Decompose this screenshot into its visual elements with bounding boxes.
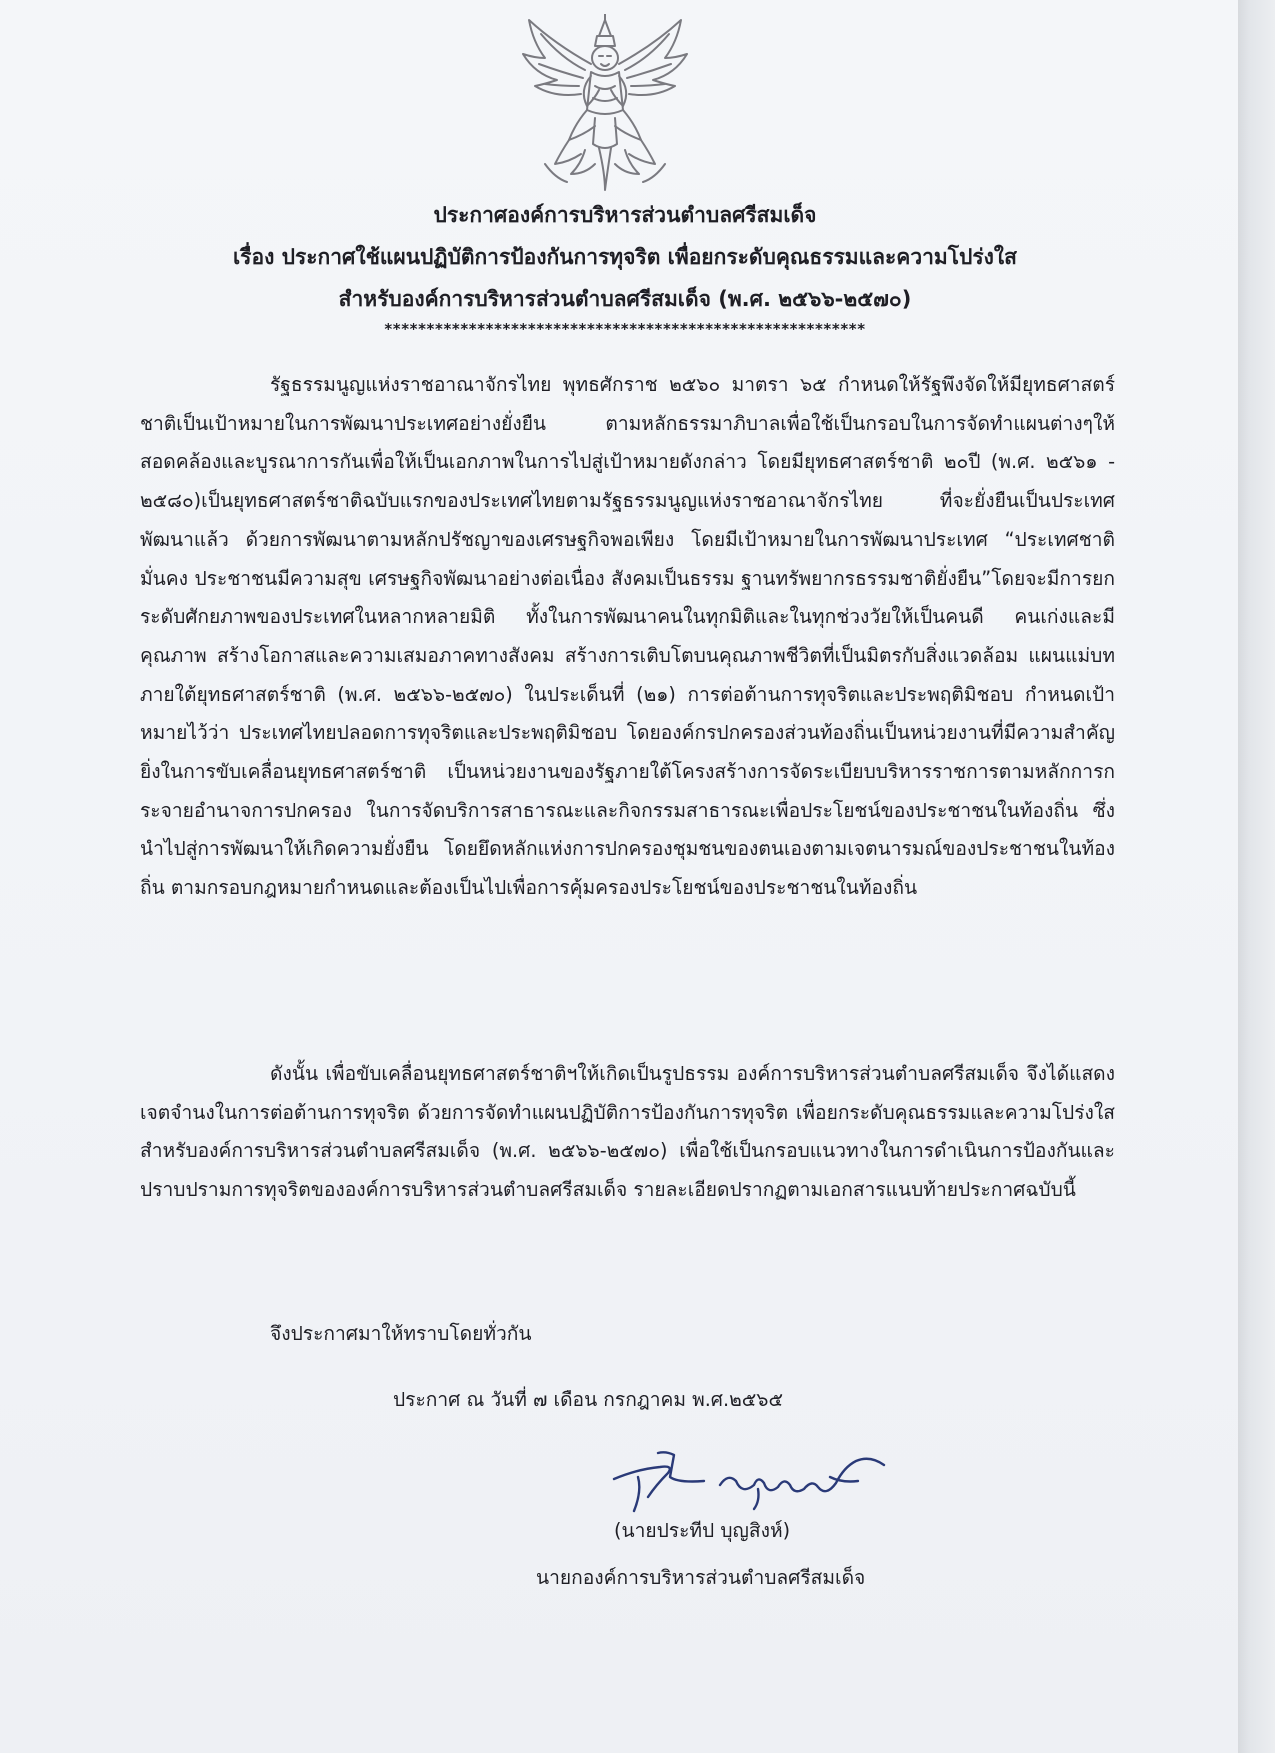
body-paragraph-2: ดังนั้น เพื่อขับเคลื่อนยุทธศาสตร์ชาติฯให้เกิดเป็นรูปธรรม องค์การบริหารส่วนตำบลศรีสมเด็จ จึงได้แสดงเจตจำนงในการต่อต้านการทุจริต ด้วยการจัดทำแผนปฏิบัติการป้องกันการทุจริต เพื่อยกระดับคุณธรรมและความโปร่งใส สำหรับองค์การบริหารส่วนตำบลศรีสมเด็จ (พ.ศ. ๒๕๖๖-๒๕๗๐) เพื่อใช้เป็นกรอบแนวทางในการดำเนินการป้องกันและปราบปรามการทุจริตขององค์การบริหารส่วนตำบลศรีสมเด็จ รายละเอียดปรากฏตามเอกสารแนบท้ายประกาศฉบับนี้ bbox=[140, 1062, 1115, 1202]
announcement-scope: สำหรับองค์การบริหารส่วนตำบลศรีสมเด็จ (พ.ศ. ๒๕๖๖-๒๕๗๐) bbox=[338, 287, 912, 311]
announcement-subject: เรื่อง ประกาศใช้แผนปฏิบัติการป้องกันการทุจริต เพื่อยกระดับคุณธรรมและความโปร่งใส bbox=[233, 245, 1017, 269]
garuda-emblem-icon bbox=[515, 14, 695, 194]
announcement-date: ประกาศ ณ วันที่ ๗ เดือน กรกฎาคม พ.ศ.๒๕๖๕ bbox=[393, 1388, 783, 1411]
signer-title: นายกองค์การบริหารส่วนตำบลศรีสมเด็จ bbox=[536, 1566, 866, 1589]
closing-statement: จึงประกาศมาให้ทราบโดยทั่วกัน bbox=[270, 1322, 532, 1345]
body-paragraph-1: รัฐธรรมนูญแห่งราชอาณาจักรไทย พุทธศักราช ๒๕๖๐ มาตรา ๖๕ กำหนดให้รัฐพึงจัดให้มียุทธศาสตร์ชาติเป็นเป้าหมายในการพัฒนาประเทศอย่างยั่งยืน ตามหลักธรรมาภิบาลเพื่อใช้เป็นกรอบในการจัดทำแผนต่างๆให้สอดคล้องและบูรณาการกันเพื่อให้เป็นเอกภาพในการไปสู่เป้าหมายดังกล่าว โดยมียุทธศาสตร์ชาติ ๒๐ปี (พ.ศ. ๒๕๖๑ - ๒๕๘๐)เป็นยุทธศาสตร์ชาติฉบับแรกของประเทศไทยตามรัฐธรรมนูญแห่งราชอาณาจักรไทย ที่จะยั่งยืนเป็นประเทศพัฒนาแล้ว ด้วยการพัฒนาตามหลักปรัชญาของเศรษฐกิจพอเพียง โดยมีเป้าหมายในการพัฒนาประเทศ “ประเทศชาติมั่นคง ประชาชนมีความสุข เศรษฐกิจพัฒนาอย่างต่อเนื่อง สังคมเป็นธรรม ฐานทรัพยากรธรรมชาติยั่งยืน”โดยจะมีการยกระดับศักยภาพของประเทศในหลากหลายมิติ ทั้งในการพัฒนาคนในทุกมิติและในทุกช่วงวัยให้เป็นคนดี คนเก่งและมีคุณภาพ สร้างโอกาสและความเสมอภาคทางสังคม สร้างการเติบโตบนคุณภาพชีวิตที่เป็นมิตรกับสิ่งแวดล้อม แผนแม่บทภายใต้ยุทธศาสตร์ชาติ (พ.ศ. ๒๕๖๖-๒๕๗๐) ในประเด็นที่ (๒๑) การต่อต้านการทุจริตและประพฤติมิชอบ กำหนดเป้าหมายไว้ว่า ประเทศไทยปลอดการทุจริตและประพฤติมิชอบ โดยองค์กรปกครองส่วนท้องถิ่นเป็นหน่วยงานที่มีความสำคัญยิ่งในการขับเคลื่อนยุทธศาสตร์ชาติ เป็นหน่วยงานของรัฐภายใต้โครงสร้างการจัดระเบียบบริหารราชการตามหลักการกระจายอำนาจการปกครอง ในการจัดบริการสาธารณะและกิจกรรมสาธารณะเพื่อประโยชน์ของประชาชนในท้องถิ่น ซึ่งนำไปสู่การพัฒนาให้เกิดความยั่งยืน โดยยึดหลักแห่งการปกครองชุมชนของตนเองตามเจตนารมณ์ของประชาชนในท้องถิ่น ตามกรอบกฎหมายกำหนดและต้องเป็นไปเพื่อการคุ้มครองประโยชน์ของประชาชนในท้องถิ่น bbox=[140, 373, 1115, 900]
signer-name: (นายประทีป บุญสิงห์) bbox=[614, 1519, 791, 1542]
handwritten-signature bbox=[608, 1437, 908, 1517]
page-edge bbox=[1238, 0, 1275, 1753]
announcement-title: ประกาศองค์การบริหารส่วนตำบลศรีสมเด็จ bbox=[433, 203, 817, 227]
separator-line: ********************************************************* bbox=[384, 320, 866, 338]
